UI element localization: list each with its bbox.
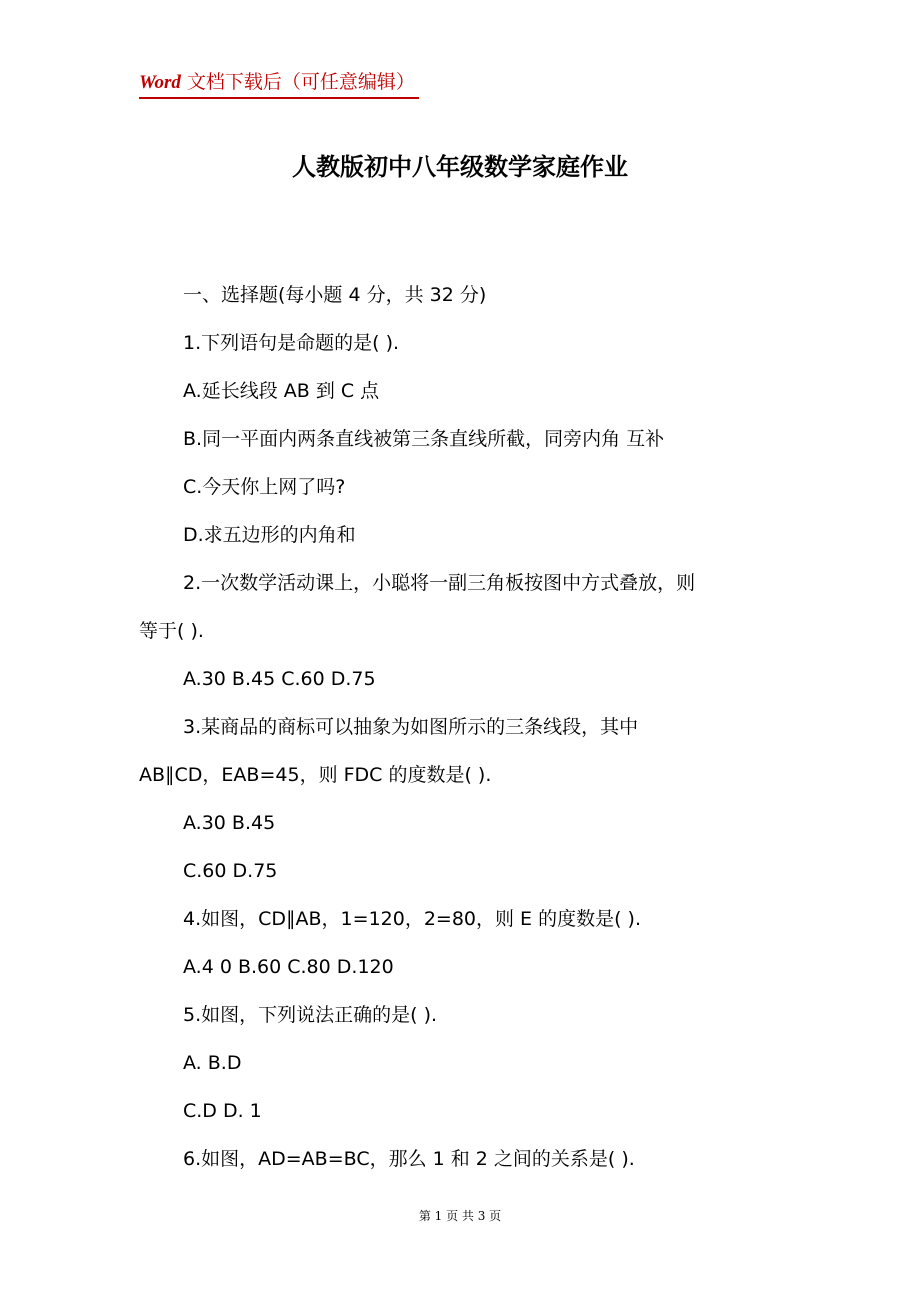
- q4-options: A.4 0 B.60 C.80 D.120: [183, 956, 394, 978]
- question-6: 6.如图，AD=AB=BC，那么 1 和 2 之间的关系是( ).: [183, 1148, 635, 1170]
- question-5: 5.如图，下列说法正确的是( ).: [183, 1004, 438, 1026]
- question-2-line-2: 等于( ).: [139, 620, 204, 642]
- question-3: [139, 703, 769, 799]
- q1-option-d: D.求五边形的内角和: [183, 524, 356, 546]
- q3-options-cd: C.60 D.75: [183, 860, 278, 882]
- question-2: [139, 559, 769, 655]
- question-4: 4.如图，CD∥AB，1=120，2=80，则 E 的度数是( ).: [183, 908, 642, 930]
- q1-option-b: B.同一平面内两条直线被第三条直线所截，同旁内角 互补: [183, 428, 665, 450]
- page-title: 人教版初中八年级数学家庭作业: [292, 152, 628, 181]
- q5-options-cd: C.D D. 1: [183, 1100, 262, 1122]
- question-3-line-1: 3.某商品的商标可以抽象为如图所示的三条线段，其中: [183, 716, 639, 738]
- question-3-line-2: AB∥CD，EAB=45，则 FDC 的度数是( ).: [139, 764, 492, 786]
- question-2-line-1: 2.一次数学活动课上，小聪将一副三角板按图中方式叠放，则: [183, 572, 696, 594]
- q1-option-c: C.今天你上网了吗?: [183, 476, 346, 498]
- document-body: [139, 278, 769, 1190]
- header-text: 文档下载后（可任意编辑）: [180, 71, 415, 93]
- page-footer: 第 1 页 共 3 页: [418, 1209, 502, 1223]
- q1-option-a: A.延长线段 AB 到 C 点: [183, 380, 380, 402]
- q5-options-ab: A. B.D: [183, 1052, 242, 1074]
- question-1: 1.下列语句是命题的是( ).: [183, 332, 400, 354]
- q2-options: A.30 B.45 C.60 D.75: [183, 668, 376, 690]
- header-word: Word: [139, 72, 181, 93]
- section-heading: 一、选择题(每小题 4 分，共 32 分): [183, 284, 487, 306]
- q3-options-ab: A.30 B.45: [183, 812, 276, 834]
- download-header: [139, 68, 419, 99]
